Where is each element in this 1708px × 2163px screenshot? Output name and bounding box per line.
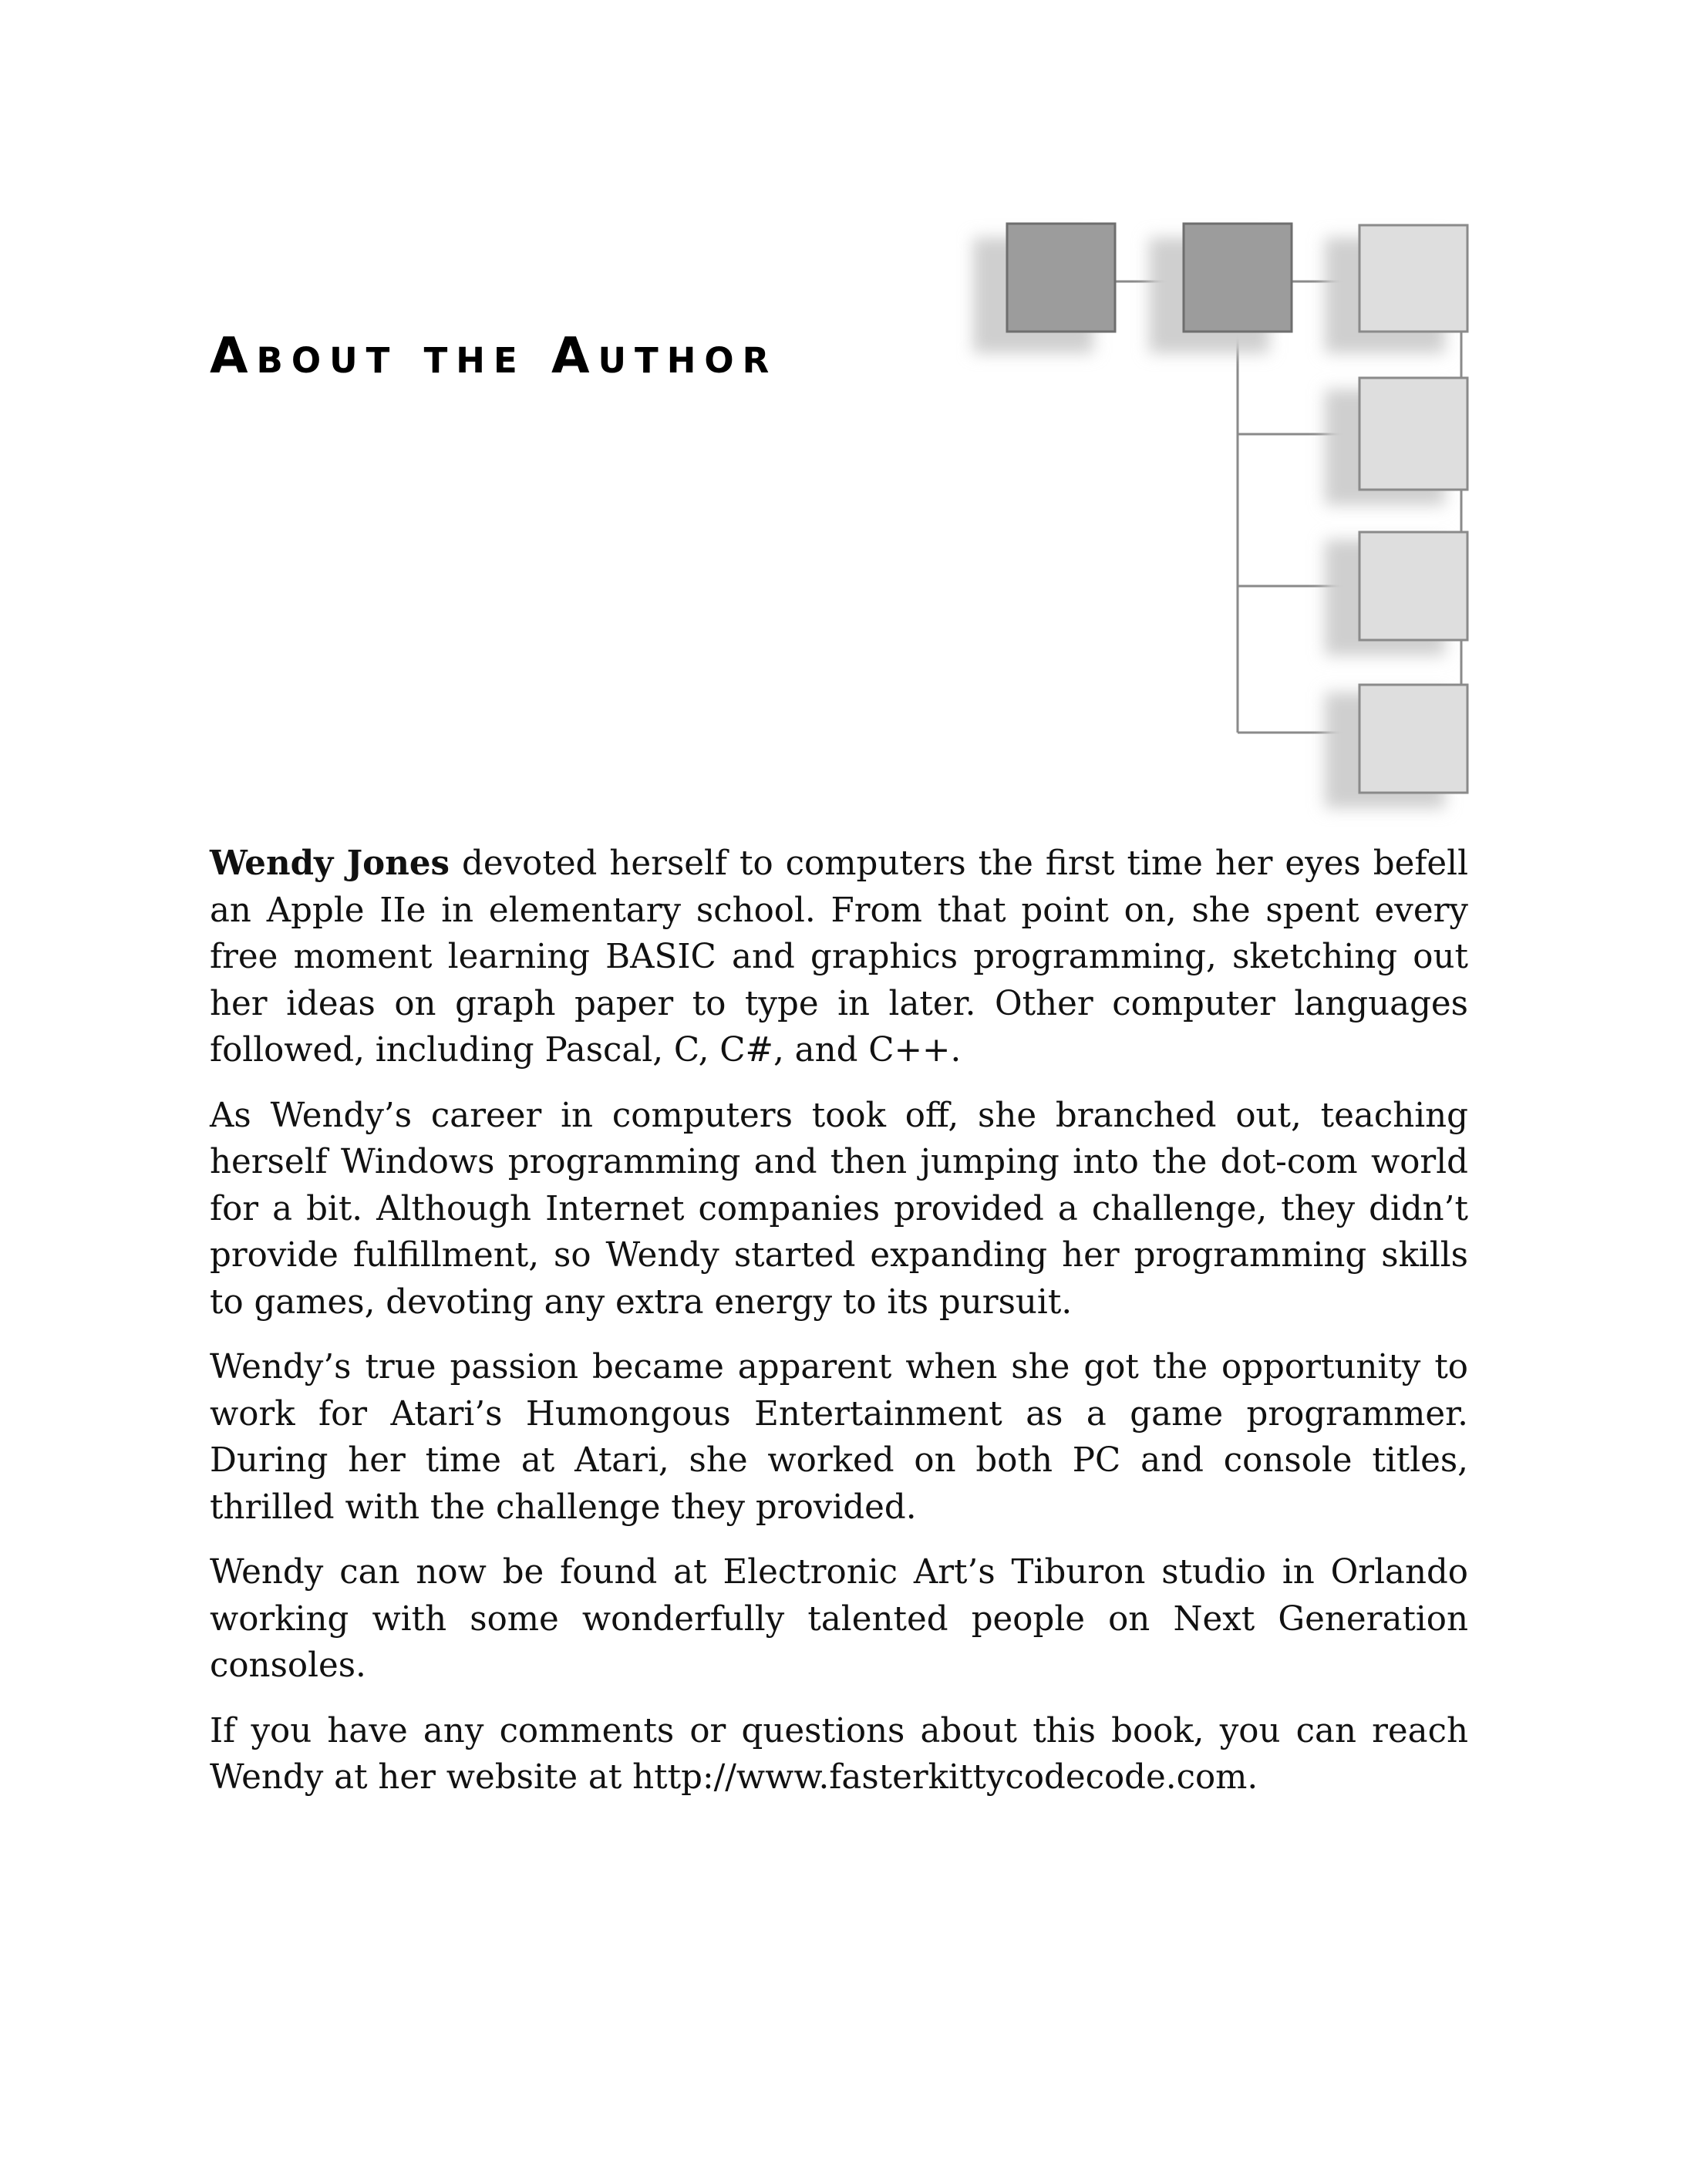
- bio-paragraph-4: Wendy can now be found at Electronic Art’s Tiburon studio in Orlando working with some wonderfully talented people on Next Generation consoles.: [210, 1553, 1468, 1685]
- diagram-box-2: [1184, 224, 1292, 332]
- diagram-box-5: [1359, 532, 1467, 640]
- bio-paragraph-1-text: devoted herself to computers the first time her eyes befell an Apple IIe in elementary school. From that point on, she spent every free moment learning BASIC and graphics programming, sketching out her ideas on graph paper to type in later. Other computer languages followed, including Pascal, C, C#, and C++.: [210, 844, 1468, 1070]
- diagram-box-6: [1359, 685, 1467, 793]
- diagram-box-1: [1007, 224, 1115, 332]
- author-name: Wendy Jones: [210, 844, 450, 883]
- bio-paragraph-1: [210, 841, 1468, 1074]
- bio-paragraph-2: As Wendy’s career in computers took off, she branched out, teaching herself Windows programming and then jumping into the dot-com world for a bit. Although Internet companies provided a challenge, they didn’t provide fulfillment, so Wendy started expanding her programming skills to games, devoting any extra energy to its pursuit.: [210, 1096, 1468, 1322]
- diagram-box-4: [1359, 378, 1467, 490]
- author-bio: [210, 841, 1468, 1820]
- page-title: About the Author: [210, 328, 778, 385]
- diagram-box-3: [1359, 225, 1467, 332]
- bio-paragraph-3: Wendy’s true passion became apparent when she got the opportunity to work for Atari’s Humongous Entertainment as a game programmer. During her time at Atari, she worked on both PC and console titles, thrilled with the challenge they provided.: [210, 1348, 1468, 1527]
- bio-paragraph-5: If you have any comments or questions about this book, you can reach Wendy at her website at http://www.fasterkittycodecode.com.: [210, 1711, 1468, 1797]
- hierarchy-diagram-decoration: [956, 208, 1481, 841]
